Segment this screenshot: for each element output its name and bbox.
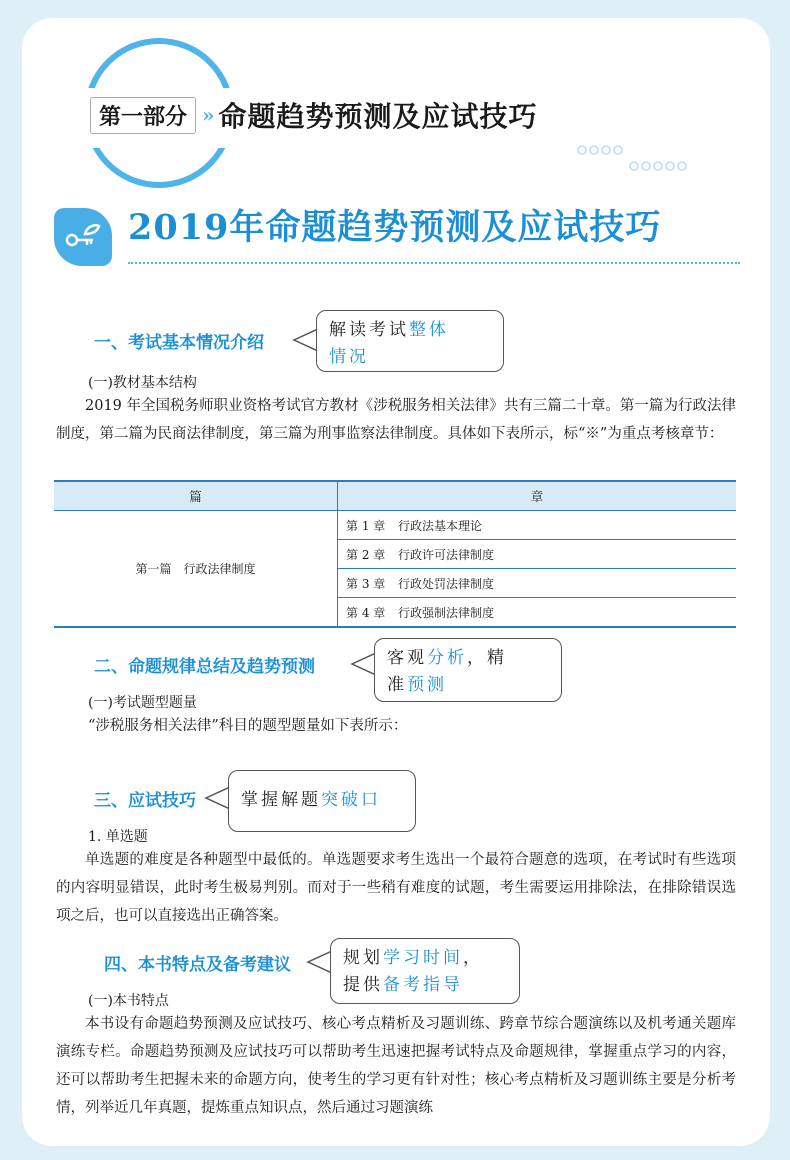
subheading-2: (一)考试题型题量 [88, 695, 197, 711]
table-header-pian: 篇 [54, 481, 338, 511]
table-cell-chapter: 第 2 章 行政许可法律制度 [338, 540, 737, 569]
main-title: 2019年命题趋势预测及应试技巧 [128, 207, 662, 248]
part-label: 第一部分 [90, 97, 196, 134]
paragraph-1: 2019 年全国税务师职业资格考试官方教材《涉税服务相关法律》共有三篇二十章。第一篇为行政法律制度，第二篇为民商法律制度，第三篇为刑事监察法律制度。具体如下表所示，标“※”为重点考核章节： [56, 398, 736, 442]
section-bubble-1: 解读考试整体 情况 [316, 310, 504, 372]
title-underline [128, 262, 740, 264]
paragraph-2: “涉税服务相关法律”科目的题型题量如下表所示： [88, 718, 408, 734]
section-heading-1: 一、考试基本情况介绍 [94, 333, 264, 353]
subheading-1: (一)教材基本结构 [88, 375, 197, 391]
section-bubble-4: 规划学习时间， 提供备考指导 [330, 938, 520, 1004]
part-header [90, 92, 538, 138]
table-cell-chapter: 第 3 章 行政处罚法律制度 [338, 569, 737, 598]
section-bubble-3: 掌握解题突破口 [228, 770, 416, 832]
subheading-3: 1. 单选题 [88, 829, 148, 845]
key-leaf-icon [54, 208, 112, 266]
table-header-zhang: 章 [338, 481, 737, 511]
part-title: 命题趋势预测及应试技巧 [218, 100, 538, 133]
dots-decoration [574, 136, 694, 176]
table-cell-pian: 第一篇 行政法律制度 [54, 511, 338, 628]
chapter-table [54, 480, 736, 628]
table-cell-chapter: 第 4 章 行政强制法律制度 [338, 598, 737, 628]
table-row [54, 511, 736, 540]
paragraph-4: 本书设有命题趋势预测及应试技巧、核心考点精析及习题训练、跨章节综合题演练以及机考通关题库演练专栏。命题趋势预测及应试技巧可以帮助考生迅速把握考试特点及命题规律，掌握重点学习的内容，还可以帮助考生把握未来的命题方向，使考生的学习更有针对性；核心考点精析及习题训练主要是分析考情，列举近几年真题，提炼重点知识点，然后通过习题演练 [56, 1016, 736, 1116]
paragraph-3: 单选题的难度是各种题型中最低的。单选题要求考生选出一个最符合题意的选项，在考试时有些选项的内容明显错误，此时考生极易判别。而对于一些稍有难度的试题，考生需要运用排除法，在排除错误选项之后，也可以直接选出正确答案。 [56, 852, 736, 924]
page [22, 18, 770, 1146]
table-cell-chapter: 第 1 章 行政法基本理论 [338, 511, 737, 540]
section-heading-3: 三、应试技巧 [94, 791, 196, 811]
section-heading-4: 四、本书特点及备考建议 [104, 955, 291, 975]
double-chevron-icon: » [202, 103, 211, 127]
section-bubble-2: 客观分析，精 准预测 [374, 638, 562, 702]
section-heading-2: 二、命题规律总结及趋势预测 [94, 657, 315, 677]
subheading-4: (一)本书特点 [88, 993, 169, 1009]
